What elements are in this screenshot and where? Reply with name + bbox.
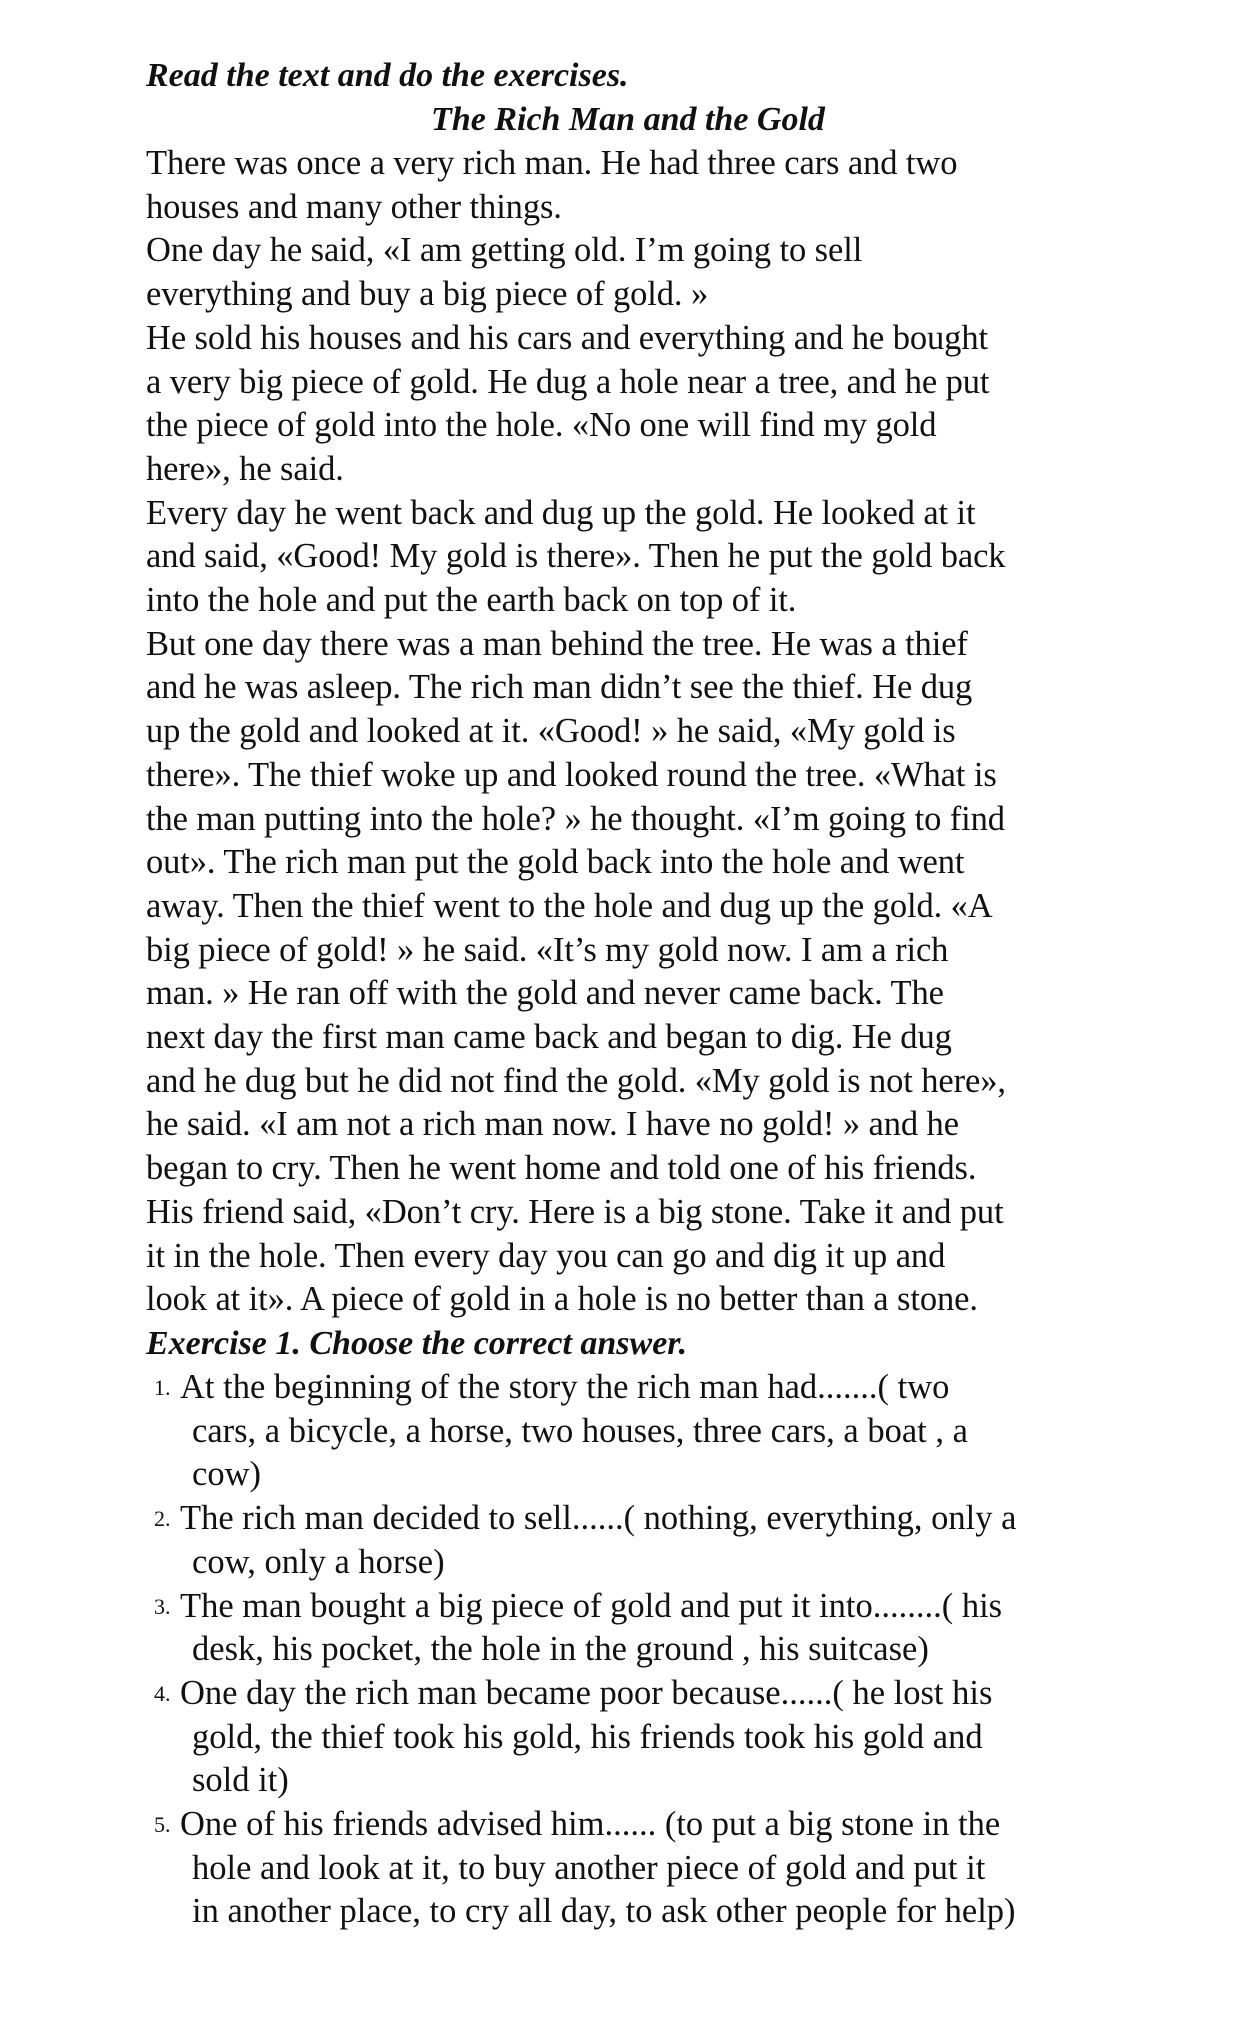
instruction-text: Read the text and do the exercises. — [146, 57, 629, 94]
story-line: it in the hole. Then every day you can go and dig it up and — [146, 1236, 946, 1275]
question-line: hole and look at it, to buy another piece of gold and put it — [192, 1848, 986, 1887]
question-item — [146, 1497, 1096, 1584]
worksheet-page — [146, 54, 1096, 1934]
question-item — [146, 1366, 1096, 1497]
story-line: up the gold and looked at it. «Good! » he said, «My gold is — [146, 712, 956, 751]
question-number: 4. — [154, 1680, 171, 1706]
story-line: look at it». A piece of gold in a hole is no better than a stone. — [146, 1280, 978, 1319]
question-line: sold it) — [192, 1761, 289, 1800]
question-line: in another place, to cry all day, to ask other people for help) — [192, 1892, 1016, 1931]
question-line: One day the rich man became poor because......( he lost his — [180, 1673, 993, 1712]
story-line: everything and buy a big piece of gold. » — [146, 275, 709, 314]
story-line: out». The rich man put the gold back into the hole and went — [146, 843, 965, 882]
story-line: Every day he went back and dug up the gold. He looked at it — [146, 493, 976, 532]
story-line: began to cry. Then he went home and told one of his friends. — [146, 1149, 977, 1188]
story-line: he said. «I am not a rich man now. I have no gold! » and he — [146, 1105, 959, 1144]
question-text — [180, 1803, 1096, 1934]
question-line: cars, a bicycle, a horse, two houses, three cars, a boat , a — [192, 1411, 968, 1450]
question-item — [146, 1585, 1096, 1672]
story-line: there». The thief woke up and looked round the tree. «What is — [146, 755, 997, 794]
question-line: cow) — [192, 1455, 261, 1494]
story-line: and he was asleep. The rich man didn’t see the thief. He dug — [146, 668, 973, 707]
story-line: man. » He ran off with the gold and never came back. The — [146, 974, 944, 1013]
story-line: There was once a very rich man. He had three cars and two — [146, 144, 958, 182]
question-number: 3. — [154, 1593, 171, 1619]
question-line: cow, only a horse) — [192, 1542, 445, 1581]
story-line: a very big piece of gold. He dug a hole near a tree, and he put — [146, 362, 990, 401]
story-line: big piece of gold! » he said. «It’s my gold now. I am a rich — [146, 930, 949, 969]
question-text — [180, 1585, 1096, 1672]
story-title: The Rich Man and the Gold — [431, 101, 825, 138]
story-line: the man putting into the hole? » he thought. «I’m going to find — [146, 799, 1005, 838]
question-number: 1. — [154, 1374, 171, 1400]
story-line: next day the first man came back and began to dig. He dug — [146, 1018, 952, 1057]
question-text — [180, 1672, 1096, 1803]
exercise-heading: Exercise 1. Choose the correct answer. — [146, 1324, 688, 1362]
question-item — [146, 1803, 1096, 1934]
story-line: away. Then the thief went to the hole and dug up the gold. «A — [146, 886, 993, 925]
story-line: and he dug but he did not find the gold. «My gold is not here», — [146, 1061, 1006, 1100]
question-line: The rich man decided to sell......( nothing, everything, only a — [180, 1499, 1017, 1538]
question-text — [180, 1366, 1096, 1497]
story-line: into the hole and put the earth back on top of it. — [146, 581, 797, 620]
story-line: His friend said, «Don’t cry. Here is a big stone. Take it and put — [146, 1192, 1004, 1231]
question-item — [146, 1672, 1096, 1803]
story-line: One day he said, «I am getting old. I’m going to sell — [146, 231, 863, 270]
story-line: here», he said. — [146, 449, 344, 488]
question-list — [146, 1366, 1096, 1934]
question-line: desk, his pocket, the hole in the ground , his suitcase) — [192, 1630, 929, 1669]
story-line: the piece of gold into the hole. «No one will find my gold — [146, 406, 937, 445]
story-line: and said, «Good! My gold is there». Then he put the gold back — [146, 537, 1006, 576]
question-line: The man bought a big piece of gold and put it into........( his — [180, 1586, 1003, 1625]
question-line: One of his friends advised him...... (to put a big stone in the — [180, 1805, 1001, 1844]
story-line: But one day there was a man behind the tree. He was a thief — [146, 624, 968, 663]
question-line: At the beginning of the story the rich man had.......( two — [180, 1367, 950, 1406]
question-number: 5. — [154, 1812, 171, 1838]
story-line: He sold his houses and his cars and everything and he bought — [146, 318, 988, 357]
question-text — [180, 1497, 1096, 1584]
story-text — [146, 142, 1096, 1322]
question-number: 2. — [154, 1506, 171, 1532]
story-line: houses and many other things. — [146, 187, 562, 226]
question-line: gold, the thief took his gold, his friends took his gold and — [192, 1717, 983, 1756]
